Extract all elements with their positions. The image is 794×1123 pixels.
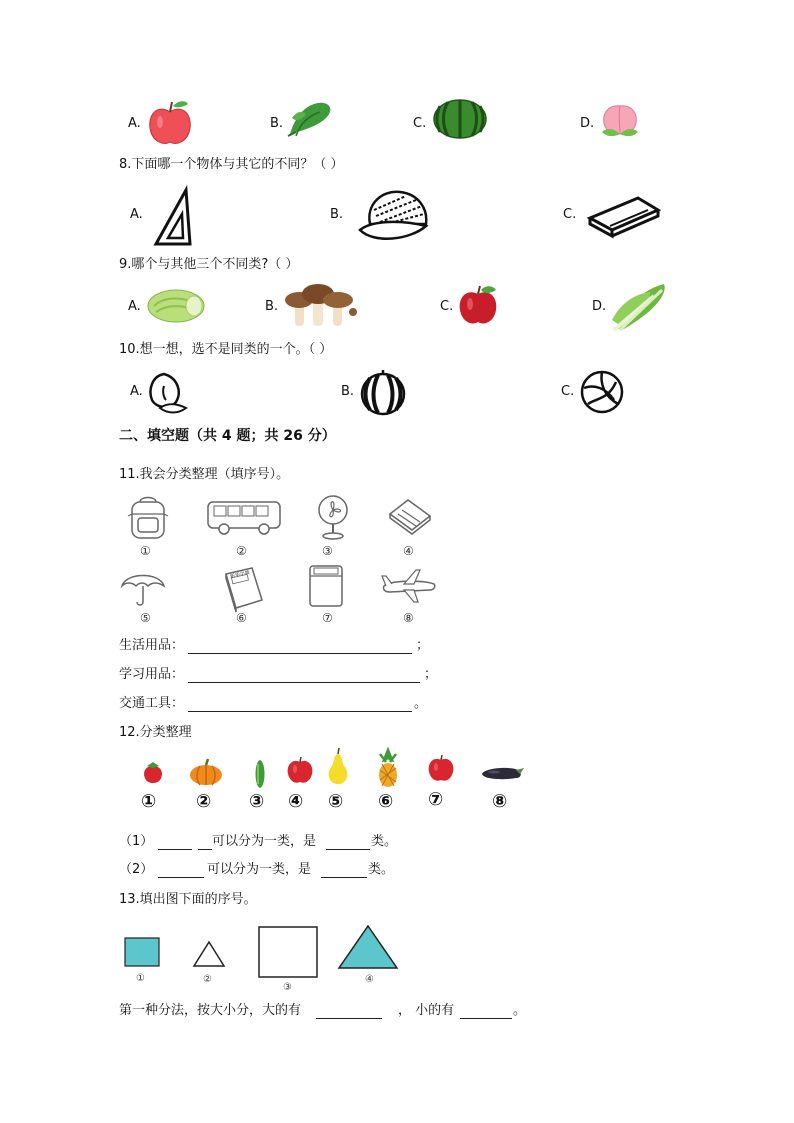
q10-option-b-label: B.	[341, 384, 355, 399]
q11-label-6: ⑥	[236, 611, 247, 625]
q8-option-b-label: B.	[330, 207, 344, 222]
pineapple-icon	[376, 748, 400, 788]
volleyball-icon	[580, 370, 624, 414]
q9-option-d-label: D.	[592, 299, 607, 314]
q11-label-4: ④	[403, 544, 414, 558]
q12-line2-prefix: （2）	[119, 862, 154, 877]
strawberry-icon	[142, 760, 164, 786]
pear-icon	[324, 748, 352, 786]
q12-line1-middle: 可以分为一类，是	[212, 834, 317, 849]
q11-question: 11.我会分类整理（填序号）。	[119, 467, 290, 482]
q13-label-2: ②	[203, 974, 212, 985]
dictionary-cover-text: 新华字典	[229, 569, 251, 581]
q11-line3-blank[interactable]	[188, 711, 412, 712]
q12-label-3: ③	[249, 791, 265, 812]
red-apple-2-icon	[426, 754, 456, 784]
spinach-icon	[286, 98, 334, 138]
q12-line1-blank-b[interactable]	[198, 849, 212, 850]
q7-option-a-label: A.	[128, 116, 141, 131]
q7-option-b-label: B.	[270, 116, 284, 131]
q11-line2-blank[interactable]	[188, 682, 420, 683]
pencil-case-icon	[386, 496, 432, 534]
q11-line1-blank[interactable]	[188, 653, 412, 654]
apple-icon	[456, 284, 500, 328]
q11-label-1: ①	[140, 544, 151, 558]
q12-label-2: ②	[196, 791, 212, 812]
mushrooms-icon	[283, 282, 357, 328]
q12-line1-blank-c[interactable]	[326, 849, 370, 850]
q12-label-5: ⑤	[328, 791, 344, 812]
q9-question: 9.哪个与其他三个不同类?（ ）	[119, 257, 299, 272]
q8-option-a-label: A.	[130, 207, 143, 222]
q12-label-6: ⑥	[378, 791, 394, 812]
washing-machine-icon	[306, 562, 346, 608]
q11-line3-end: 。	[414, 696, 428, 711]
q8-question: 8.下面哪一个物体与其它的不同？（ ）	[119, 157, 344, 172]
q13-blank-big[interactable]	[316, 1018, 382, 1019]
peach-icon	[598, 98, 642, 138]
q13-line-prefix: 第一种分法，按大小分，大的有	[119, 1003, 302, 1018]
q12-label-4: ④	[288, 791, 304, 812]
q11-line3-label: 交通工具：	[119, 696, 185, 711]
backpack-icon	[126, 494, 170, 540]
q11-line1-label: 生活用品：	[119, 638, 185, 653]
q13-blank-small[interactable]	[460, 1018, 512, 1019]
pumpkin-icon	[188, 758, 224, 786]
q13-label-1: ①	[136, 973, 145, 984]
q13-label-3: ③	[283, 982, 292, 993]
q11-label-7: ⑦	[322, 611, 333, 625]
q9-option-b-label: B.	[265, 299, 279, 314]
q11-label-3: ③	[322, 544, 333, 558]
q11-line2-label: 学习用品：	[119, 667, 185, 682]
small-white-triangle	[192, 940, 226, 968]
cucumber-icon	[252, 758, 268, 790]
red-apple-icon	[286, 756, 314, 786]
q11-line2-end: ；	[424, 667, 438, 682]
eraser-icon	[586, 194, 662, 236]
q12-line1-prefix: （1）	[119, 834, 154, 849]
q12-line2-blank-a[interactable]	[158, 877, 204, 878]
eggplant-icon	[480, 764, 526, 782]
q13-question: 13.填出图下面的序号。	[119, 892, 257, 907]
q10-question: 10.想一想，选不是同类的一个。（ ）	[119, 342, 333, 357]
q8-option-c-label: C.	[563, 207, 577, 222]
q12-label-8: ⑧	[492, 791, 508, 812]
big-teal-triangle	[337, 924, 399, 970]
q11-label-5: ⑤	[140, 611, 151, 625]
q7-option-d-label: D.	[580, 116, 595, 131]
q12-line2-middle: 可以分为一类，是	[207, 862, 312, 877]
q12-line1-blank-a[interactable]	[158, 849, 192, 850]
peach-outline-icon	[146, 370, 188, 414]
q11-label-2: ②	[236, 544, 247, 558]
q12-label-1: ①	[141, 791, 157, 812]
bus-icon	[206, 498, 282, 536]
watermelon-outline-icon	[360, 368, 406, 416]
q9-option-a-label: A.	[128, 299, 141, 314]
q13-label-4: ④	[365, 974, 374, 985]
q10-option-c-label: C.	[561, 384, 575, 399]
umbrella-icon	[120, 566, 166, 608]
q13-line-middle: ， 小的有	[398, 1003, 455, 1018]
fan-icon	[313, 494, 353, 540]
set-square-icon	[152, 188, 194, 246]
cabbage-icon	[146, 286, 206, 324]
q12-line2-suffix: 类。	[368, 862, 395, 877]
q11-label-8: ⑧	[403, 611, 414, 625]
section-2-title: 二、填空题（共 4 题；共 26 分）	[119, 428, 336, 444]
q12-label-7: ⑦	[428, 789, 444, 810]
q12-question: 12.分类整理	[119, 725, 192, 740]
q12-line1-suffix: 类。	[371, 834, 398, 849]
watermelon-icon	[432, 98, 488, 140]
airplane-icon	[380, 566, 438, 606]
cap-icon	[356, 186, 432, 244]
q11-line1-end: ；	[416, 638, 430, 653]
q12-line2-blank-b[interactable]	[321, 877, 367, 878]
q10-option-a-label: A.	[130, 384, 143, 399]
q7-option-c-label: C.	[413, 116, 427, 131]
big-white-square	[258, 926, 318, 978]
apple-icon	[146, 98, 194, 148]
lettuce-icon	[610, 280, 672, 332]
small-teal-square	[124, 937, 160, 967]
q9-option-c-label: C.	[440, 299, 454, 314]
q13-line-suffix: 。	[513, 1003, 527, 1018]
